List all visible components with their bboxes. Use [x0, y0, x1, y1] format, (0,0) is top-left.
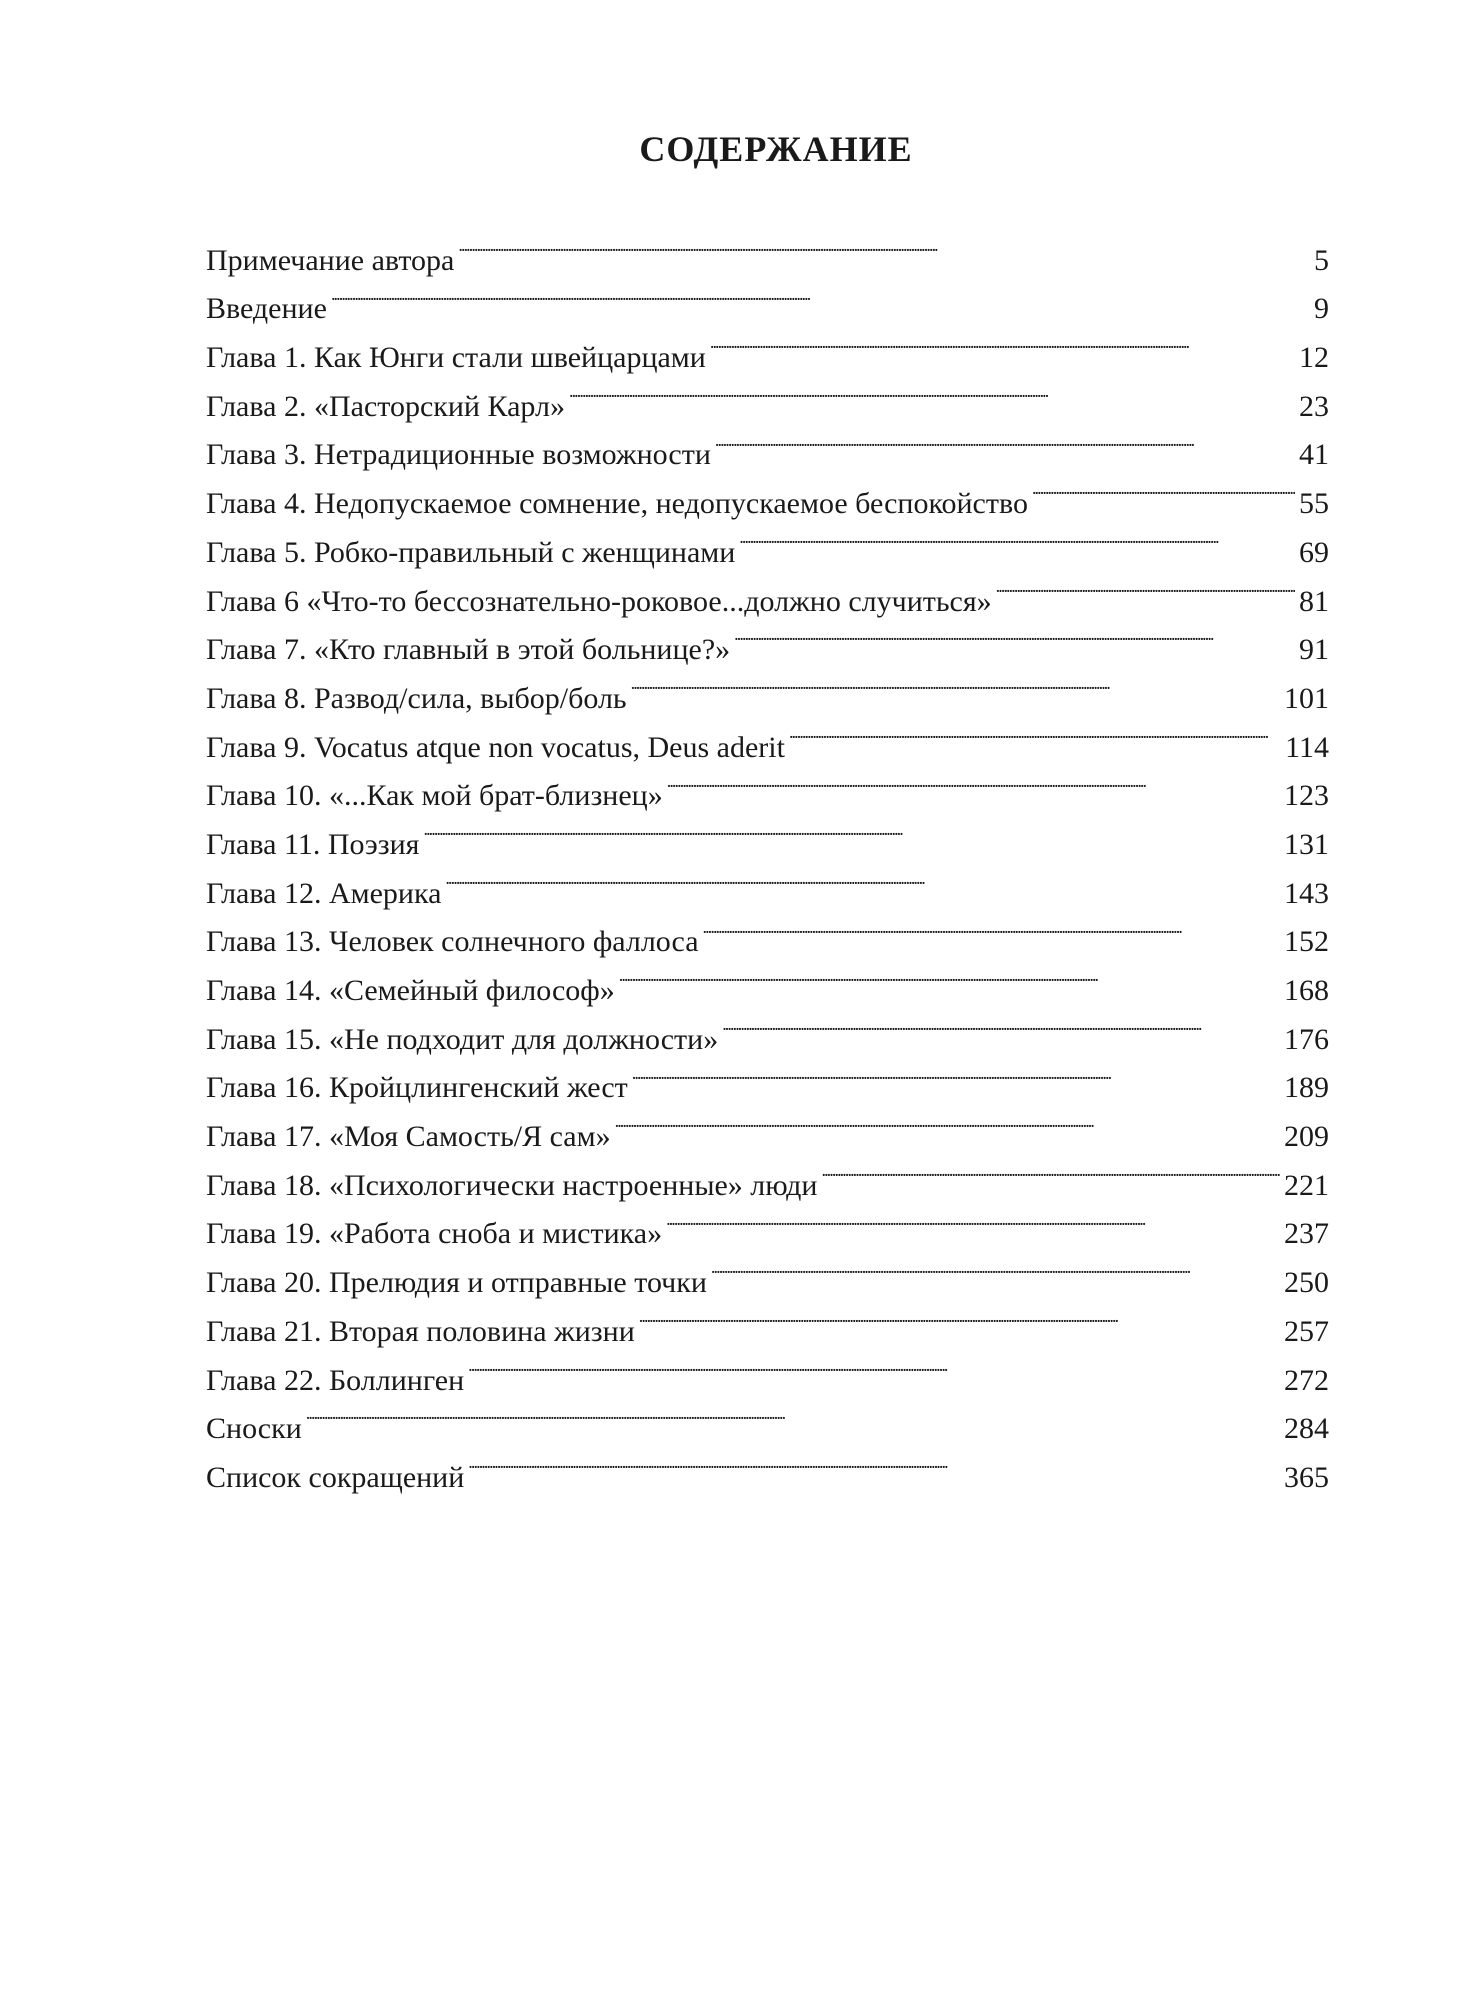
toc-dot-leader	[667, 757, 1280, 806]
toc-dot-leader	[306, 1390, 1280, 1439]
toc-entry-page-number: 69	[1299, 535, 1329, 569]
toc-entry-title: Сноски	[206, 1412, 302, 1446]
toc-entry	[206, 1438, 1329, 1494]
toc-entry-page-number: 237	[1284, 1217, 1329, 1251]
toc-dot-leader	[734, 611, 1295, 660]
toc-dot-leader	[331, 270, 1310, 319]
toc-entry-title: Глава 9. Vocatus atque non vocatus, Deus aderit	[206, 730, 785, 764]
toc-entry-title: Глава 7. «Кто главный в этой больнице?»	[206, 633, 731, 667]
toc-entry-page-number: 9	[1314, 292, 1329, 326]
toc-entry	[206, 270, 1329, 326]
toc-entry-title: Примечание автора	[206, 243, 455, 277]
toc-entry-page-number: 250	[1284, 1266, 1329, 1300]
toc-dot-leader	[666, 1195, 1280, 1244]
toc-entry-title: Глава 8. Развод/сила, выбор/боль	[206, 681, 627, 715]
toc-entry-page-number: 176	[1284, 1022, 1329, 1056]
toc-dot-leader	[445, 854, 1280, 903]
toc-entry-page-number: 101	[1284, 681, 1329, 715]
toc-entry-page-number: 55	[1299, 487, 1329, 521]
toc-entry-page-number: 5	[1314, 243, 1329, 277]
toc-entry-page-number: 81	[1299, 584, 1329, 618]
toc-entry-page-number: 189	[1284, 1071, 1329, 1105]
toc-entry-title: Глава 21. Вторая половина жизни	[206, 1314, 635, 1348]
toc-entry-page-number: 12	[1299, 341, 1329, 375]
toc-dot-leader	[711, 1243, 1280, 1292]
toc-entry-page-number: 143	[1284, 876, 1329, 910]
toc-dot-leader	[710, 318, 1295, 367]
toc-entry-page-number: 284	[1284, 1412, 1329, 1446]
toc-entry-title: Глава 2. «Пасторский Карл»	[206, 389, 565, 423]
toc-entry	[206, 1390, 1329, 1446]
toc-entry-page-number: 365	[1284, 1460, 1329, 1494]
table-of-contents	[206, 221, 1329, 1494]
toc-entry-page-number: 114	[1285, 730, 1329, 764]
toc-entry-title: Глава 5. Робко-правильный с женщинами	[206, 535, 736, 569]
page-title: СОДЕРЖАНИЕ	[639, 129, 913, 169]
toc-entry-title: Глава 1. Как Юнги стали швейцарцами	[206, 341, 706, 375]
toc-dot-leader	[722, 1000, 1280, 1049]
toc-entry	[206, 318, 1329, 375]
toc-entry-page-number: 221	[1284, 1168, 1329, 1202]
toc-entry-title: Глава 11. Поэзия	[206, 827, 420, 861]
toc-entry-title: Глава 16. Кройцлингенский жест	[206, 1071, 628, 1105]
toc-entry-page-number: 23	[1299, 389, 1329, 423]
toc-entry-title: Глава 15. «Не подходит для должности»	[206, 1022, 719, 1056]
toc-entry-page-number: 123	[1284, 779, 1329, 813]
toc-dot-leader	[639, 1292, 1280, 1341]
toc-dot-leader	[458, 221, 1310, 270]
toc-entry-title: Список сокращений	[206, 1460, 465, 1494]
toc-entry-title: Введение	[206, 292, 327, 326]
toc-entry-title: Глава 10. «...Как мой брат-близнец»	[206, 779, 663, 813]
toc-entry-title: Глава 19. «Работа сноба и мистика»	[206, 1217, 663, 1251]
toc-dot-leader	[996, 562, 1295, 611]
toc-dot-leader	[423, 805, 1280, 854]
toc-entry-page-number: 272	[1284, 1363, 1329, 1397]
toc-dot-leader	[619, 951, 1280, 1000]
toc-entry-page-number: 131	[1284, 827, 1329, 861]
toc-entry-title: Глава 13. Человек солнечного фаллоса	[206, 925, 699, 959]
toc-entry-page-number: 209	[1284, 1120, 1329, 1154]
toc-entry-title: Глава 3. Нетрадиционные возможности	[206, 438, 711, 472]
toc-dot-leader	[468, 1438, 1280, 1487]
toc-entry-page-number: 91	[1299, 633, 1329, 667]
toc-entry-title: Глава 17. «Моя Самость/Я сам»	[206, 1120, 611, 1154]
toc-dot-leader	[569, 367, 1295, 416]
toc-dot-leader	[615, 1097, 1280, 1146]
toc-dot-leader	[703, 903, 1280, 952]
toc-dot-leader	[821, 1146, 1280, 1195]
toc-entry-title: Глава 6 «Что-то бессознательно-роковое...должно случиться»	[206, 584, 992, 618]
toc-entry-title: Глава 18. «Психологически настроенные» люди	[206, 1168, 818, 1202]
toc-dot-leader	[468, 1341, 1280, 1390]
toc-dot-leader	[1032, 464, 1295, 513]
toc-dot-leader	[789, 708, 1281, 757]
toc-dot-leader	[631, 659, 1280, 708]
toc-entry-title: Глава 22. Боллинген	[206, 1363, 465, 1397]
toc-entry-title: Глава 14. «Семейный философ»	[206, 974, 615, 1007]
toc-dot-leader	[739, 513, 1295, 562]
toc-entry	[206, 221, 1329, 277]
toc-entry-page-number: 257	[1284, 1314, 1329, 1348]
toc-entry-page-number: 168	[1284, 974, 1329, 1007]
toc-dot-leader	[715, 416, 1295, 465]
toc-dot-leader	[632, 1049, 1280, 1098]
toc-entry-page-number: 152	[1284, 925, 1329, 959]
toc-entry-page-number: 41	[1299, 438, 1329, 472]
toc-entry-title: Глава 12. Америка	[206, 876, 442, 910]
toc-entry-title: Глава 4. Недопускаемое сомнение, недопускаемое беспокойство	[206, 487, 1028, 521]
toc-entry-title: Глава 20. Прелюдия и отправные точки	[206, 1266, 707, 1300]
